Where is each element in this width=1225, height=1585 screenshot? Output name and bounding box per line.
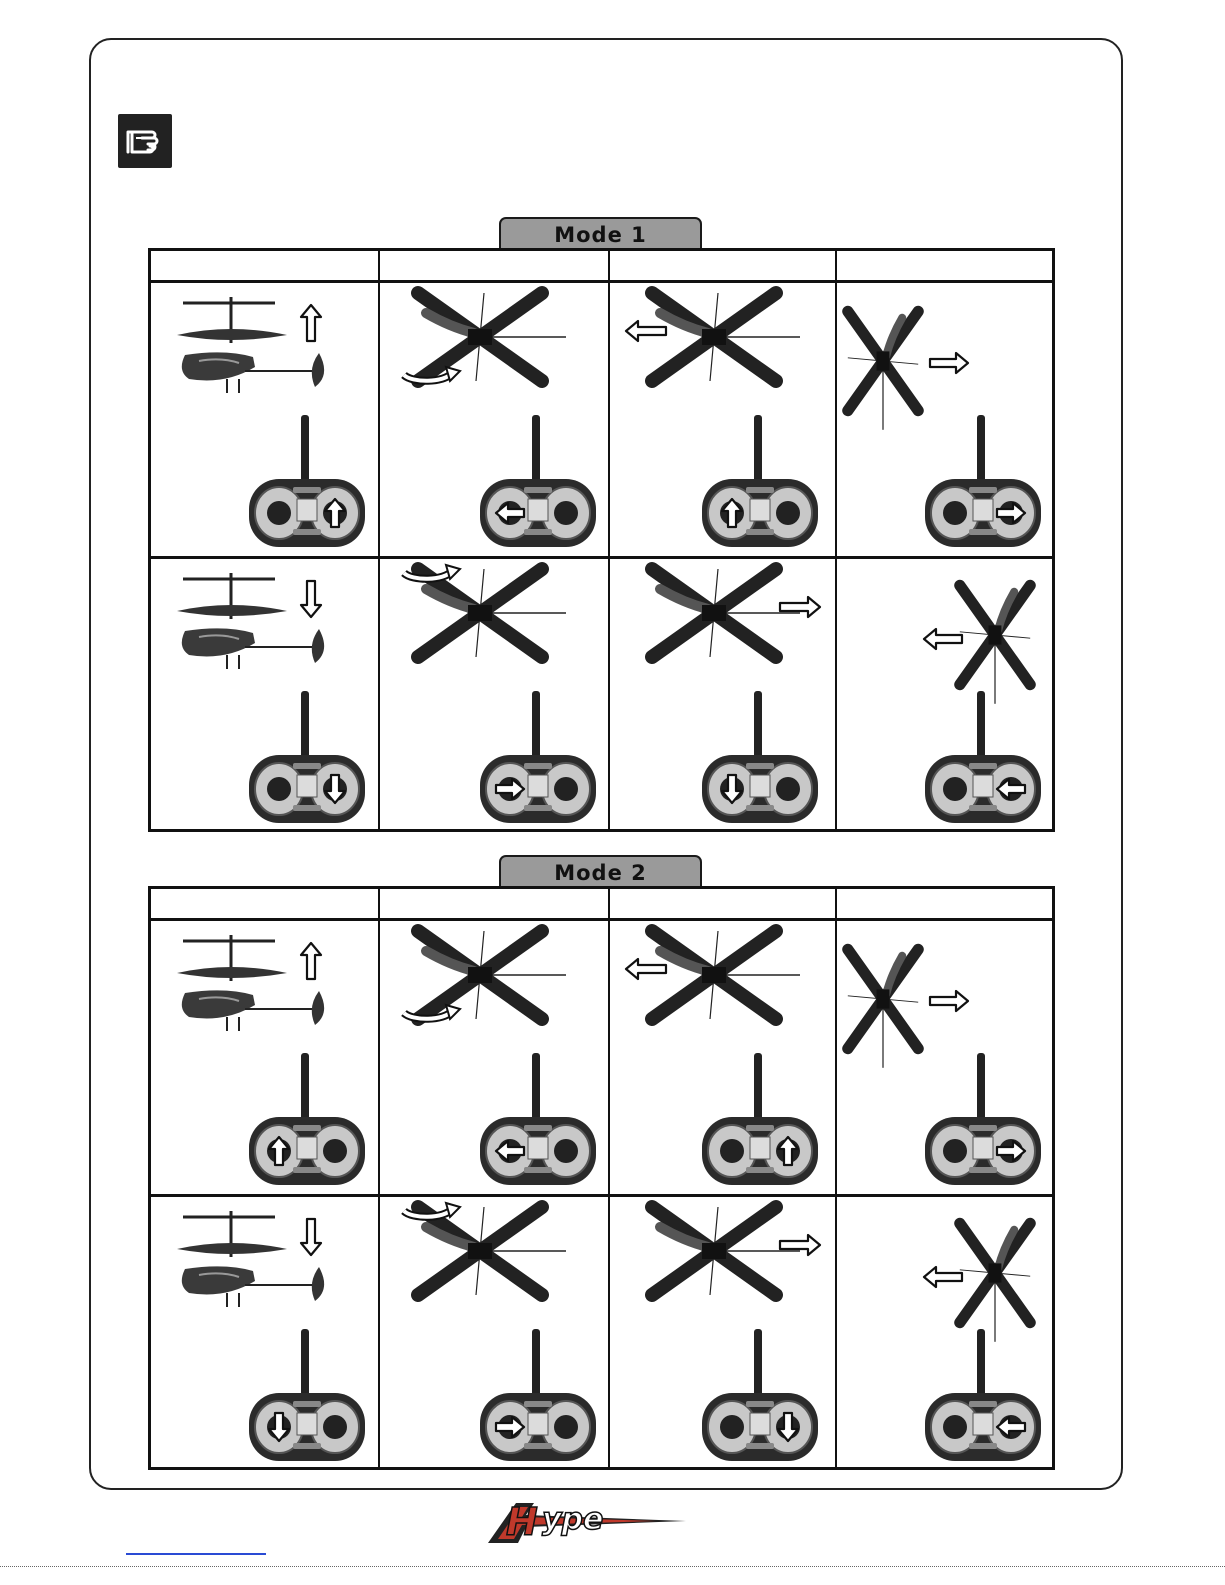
control-illustration [610,283,837,556]
control-illustration [380,921,610,1194]
helicopter-top-view [418,1207,566,1295]
right-arrow-icon [780,597,820,617]
control-illustration-cell [610,921,837,1194]
up-arrow-icon [301,305,321,341]
header-cell [610,889,837,918]
header-cell [610,251,837,280]
mode-2-tab [499,855,702,888]
remote-controller [249,415,365,547]
mode-2-header-row [151,889,1052,921]
helicopter-top-view [418,569,566,657]
header-cell [380,889,610,918]
footer-divider [0,1566,1225,1567]
remote-controller [702,691,818,823]
control-illustration [151,283,380,556]
mode-2-row-1 [151,921,1052,1194]
remote-controller [480,415,596,547]
remote-controller [925,691,1041,823]
helicopter-top-view [652,931,800,1019]
control-illustration [610,921,837,1194]
control-illustration [380,283,610,556]
control-illustration [151,1197,380,1467]
control-illustration-cell [837,1197,1052,1467]
mode-1-row-1 [151,283,1052,556]
remote-controller [925,1329,1041,1461]
control-illustration [610,1197,837,1467]
mode-2-label: Mode 2 [554,860,647,885]
control-illustration [151,921,380,1194]
control-illustration-cell [151,921,380,1194]
remote-controller [249,1329,365,1461]
remote-controller [249,1053,365,1185]
down-arrow-icon [301,1219,321,1255]
control-illustration-cell [610,283,837,556]
remote-controller [702,1329,818,1461]
control-illustration [380,559,610,829]
remote-controller [480,1053,596,1185]
header-cell [380,251,610,280]
helicopter-top-view [652,569,800,657]
control-illustration-cell [610,1197,837,1467]
left-arrow-icon [924,1267,962,1287]
helicopter-top-view [652,1207,800,1295]
control-illustration [610,559,837,829]
mode-2-table [148,886,1055,1470]
remote-controller [702,415,818,547]
control-illustration-cell [610,559,837,829]
remote-controller [925,1053,1041,1185]
control-illustration-cell [837,283,1052,556]
svg-text:H: H [506,1500,538,1544]
mode-2-row-2 [151,1194,1052,1467]
control-illustration-cell [837,921,1052,1194]
down-arrow-icon [301,581,321,617]
remote-controller [249,691,365,823]
hype-logo [486,1497,688,1545]
helicopter-side-view [177,1211,324,1307]
left-arrow-icon [626,321,666,341]
control-illustration [837,283,1052,556]
svg-text:ype: ype [542,1502,604,1537]
right-arrow-icon [780,1235,820,1255]
remote-controller [480,1329,596,1461]
helicopter-top-view [652,293,800,381]
control-illustration [837,559,1052,829]
header-cell [837,889,1052,918]
control-illustration-cell [380,283,610,556]
control-illustration-cell [380,921,610,1194]
control-illustration-cell [151,283,380,556]
helicopter-side-view [177,935,324,1031]
control-illustration [837,1197,1052,1467]
left-arrow-icon [626,959,666,979]
control-illustration-cell [380,559,610,829]
control-illustration-cell [380,1197,610,1467]
remote-controller [480,691,596,823]
control-illustration-cell [151,559,380,829]
control-illustration [151,559,380,829]
helicopter-top-view [960,1223,1030,1341]
remote-controller [925,415,1041,547]
mode-1-tab [499,217,702,250]
header-cell [151,889,380,918]
helicopter-top-view [848,311,918,429]
mode-1-row-2 [151,556,1052,829]
header-cell [837,251,1052,280]
helicopter-top-view [418,931,566,1019]
control-illustration [837,921,1052,1194]
mode-1-header-row [151,251,1052,283]
helicopter-side-view [177,297,324,393]
remote-controller [702,1053,818,1185]
right-arrow-icon [930,353,968,373]
helicopter-top-view [848,949,918,1067]
helicopter-top-view [418,293,566,381]
up-arrow-icon [301,943,321,979]
header-cell [151,251,380,280]
pointing-hand-icon [118,114,172,168]
left-arrow-icon [924,629,962,649]
control-illustration [380,1197,610,1467]
control-illustration-cell [837,559,1052,829]
right-arrow-icon [930,991,968,1011]
control-illustration-cell [151,1197,380,1467]
footer-link[interactable] [126,1553,266,1555]
mode-1-table [148,248,1055,832]
mode-1-label: Mode 1 [554,222,647,247]
helicopter-top-view [960,585,1030,703]
helicopter-side-view [177,573,324,669]
